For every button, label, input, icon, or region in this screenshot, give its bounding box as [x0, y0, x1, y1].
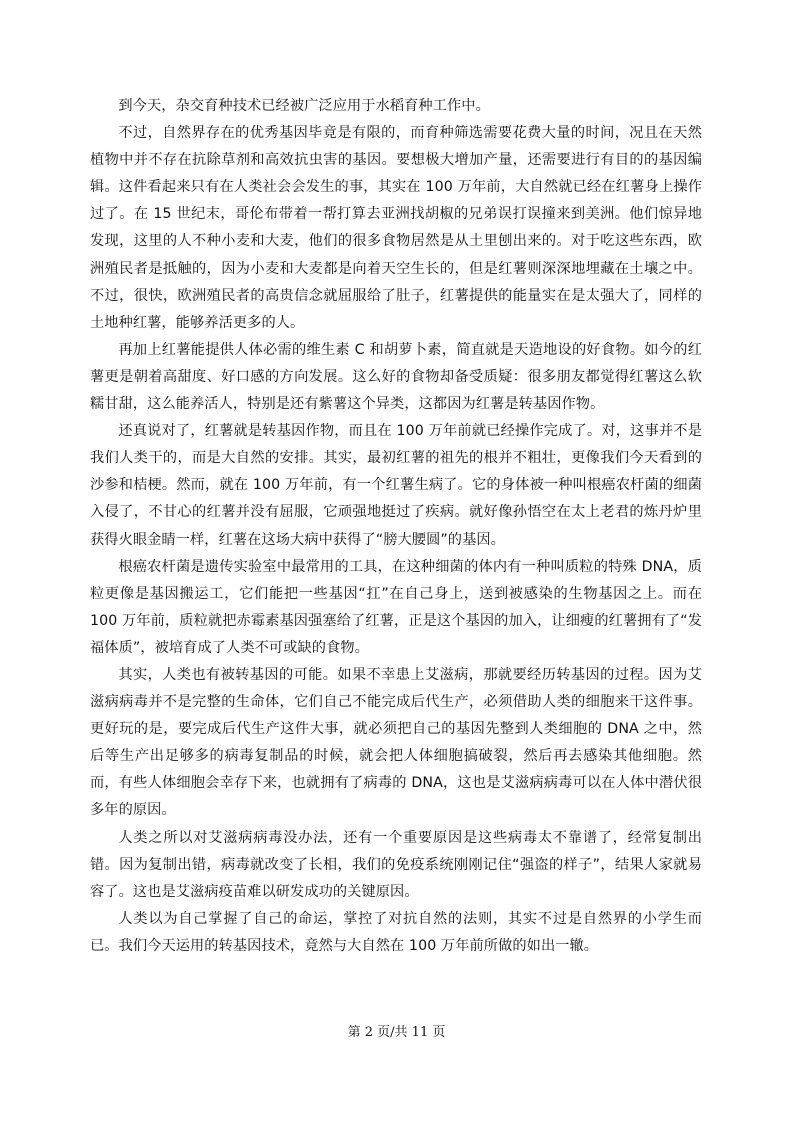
page-number-footer: 第 2 页/共 11 页 [347, 1025, 446, 1040]
paragraph-6: 其实，人类也有被转基因的可能。如果不幸患上艾滋病，那就要经历转基因的过程。因为艾滋病病毒并不是完整的生命体，它们自己不能完成后代生产，必须借助人类的细胞来干这件事。更好玩的是，要完成后代生产这件大事，就必须把自己的基因先整到人类细胞的 DNA 之中，然后等生产出足够多的病毒复制品的时候，就会把人体细胞搞破裂，然后再去感染其他细胞。然而，有些人体细胞会幸存下来，也就拥有了病毒的 DNA，这也是艾滋病病毒可以在人体中潜伏很多年的原因。 [90, 666, 702, 819]
paragraph-1: 到今天，杂交育种技术已经被广泛应用于水稻育种工作中。 [118, 98, 490, 114]
article-body [90, 93, 702, 960]
paragraph-8: 人类以为自己掌握了自己的命运，掌控了对抗自然的法则，其实不过是自然界的小学生而已。我们今天运用的转基因技术，竟然与大自然在 100 万年前所做的如出一辙。 [90, 910, 702, 954]
paragraph-3: 再加上红薯能提供人体必需的维生素 C 和胡萝卜素，简直就是天造地设的好食物。如今的红薯更是朝着高甜度、好口感的方向发展。这么好的食物却备受质疑：很多朋友都觉得红薯这么软糯甘甜，这么能养活人，特别是还有紫薯这个异类，这都因为红薯是转基因作物。 [90, 341, 702, 413]
paragraph-7: 人类之所以对艾滋病病毒没办法，还有一个重要原因是这些病毒太不靠谱了，经常复制出错。因为复制出错，病毒就改变了长相，我们的免疫系统刚刚记住“强盗的样子”，结果人家就易容了。这也是艾滋病疫苗难以研发成功的关键原因。 [90, 829, 702, 900]
paragraph-5: 根癌农杆菌是遗传实验室中最常用的工具，在这种细菌的体内有一种叫质粒的特殊 DNA，质粒更像是基因搬运工，它们能把一些基因“扛”在自己身上，送到被感染的生物基因之上。而在 100 万年前，质粒就把赤霉素基因强塞给了红薯，正是这个基因的加入，让细瘦的红薯拥有了“发福体质”，被培育成了人类不可或缺的食物。 [90, 558, 702, 656]
paragraph-4: 还真说对了，红薯就是转基因作物，而且在 100 万年前就已经操作完成了。对，这事并不是我们人类干的，而是大自然的安排。其实，最初红薯的祖先的根并不粗壮，更像我们今天看到的沙参和桔梗。然而，就在 100 万年前，有一个红薯生病了。它的身体被一种叫根癌农杆菌的细菌入侵了，不甘心的红薯并没有屈服，它顽强地挺过了疾病。就好像孙悟空在太上老君的炼丹炉里获得火眼金睛一样，红薯在这场大病中获得了“膀大腰圆”的基因。 [90, 423, 702, 548]
paragraph-2: 不过，自然界存在的优秀基因毕竟是有限的，而育种筛选需要花费大量的时间，况且在天然植物中并不存在抗除草剂和高效抗虫害的基因。要想极大增加产量，还需要进行有目的的基因编辑。这件看起来只有在人类社会会发生的事，其实在 100 万年前，大自然就已经在红薯身上操作过了。在 15 世纪末，哥伦布带着一帮打算去亚洲找胡椒的兄弟误打误撞来到美洲。他们惊异地发现，这里的人不种小麦和大麦，他们的很多食物居然是从土里刨出来的。对于吃这些东西，欧洲殖民者是抵触的，因为小麦和大麦都是向着天空生长的，但是红薯则深深地埋藏在土壤之中。不过，很快，欧洲殖民者的高贵信念就屈服给了肚子，红薯提供的能量实在是太强大了，同样的土地种红薯，能够养活更多的人。 [90, 125, 702, 331]
